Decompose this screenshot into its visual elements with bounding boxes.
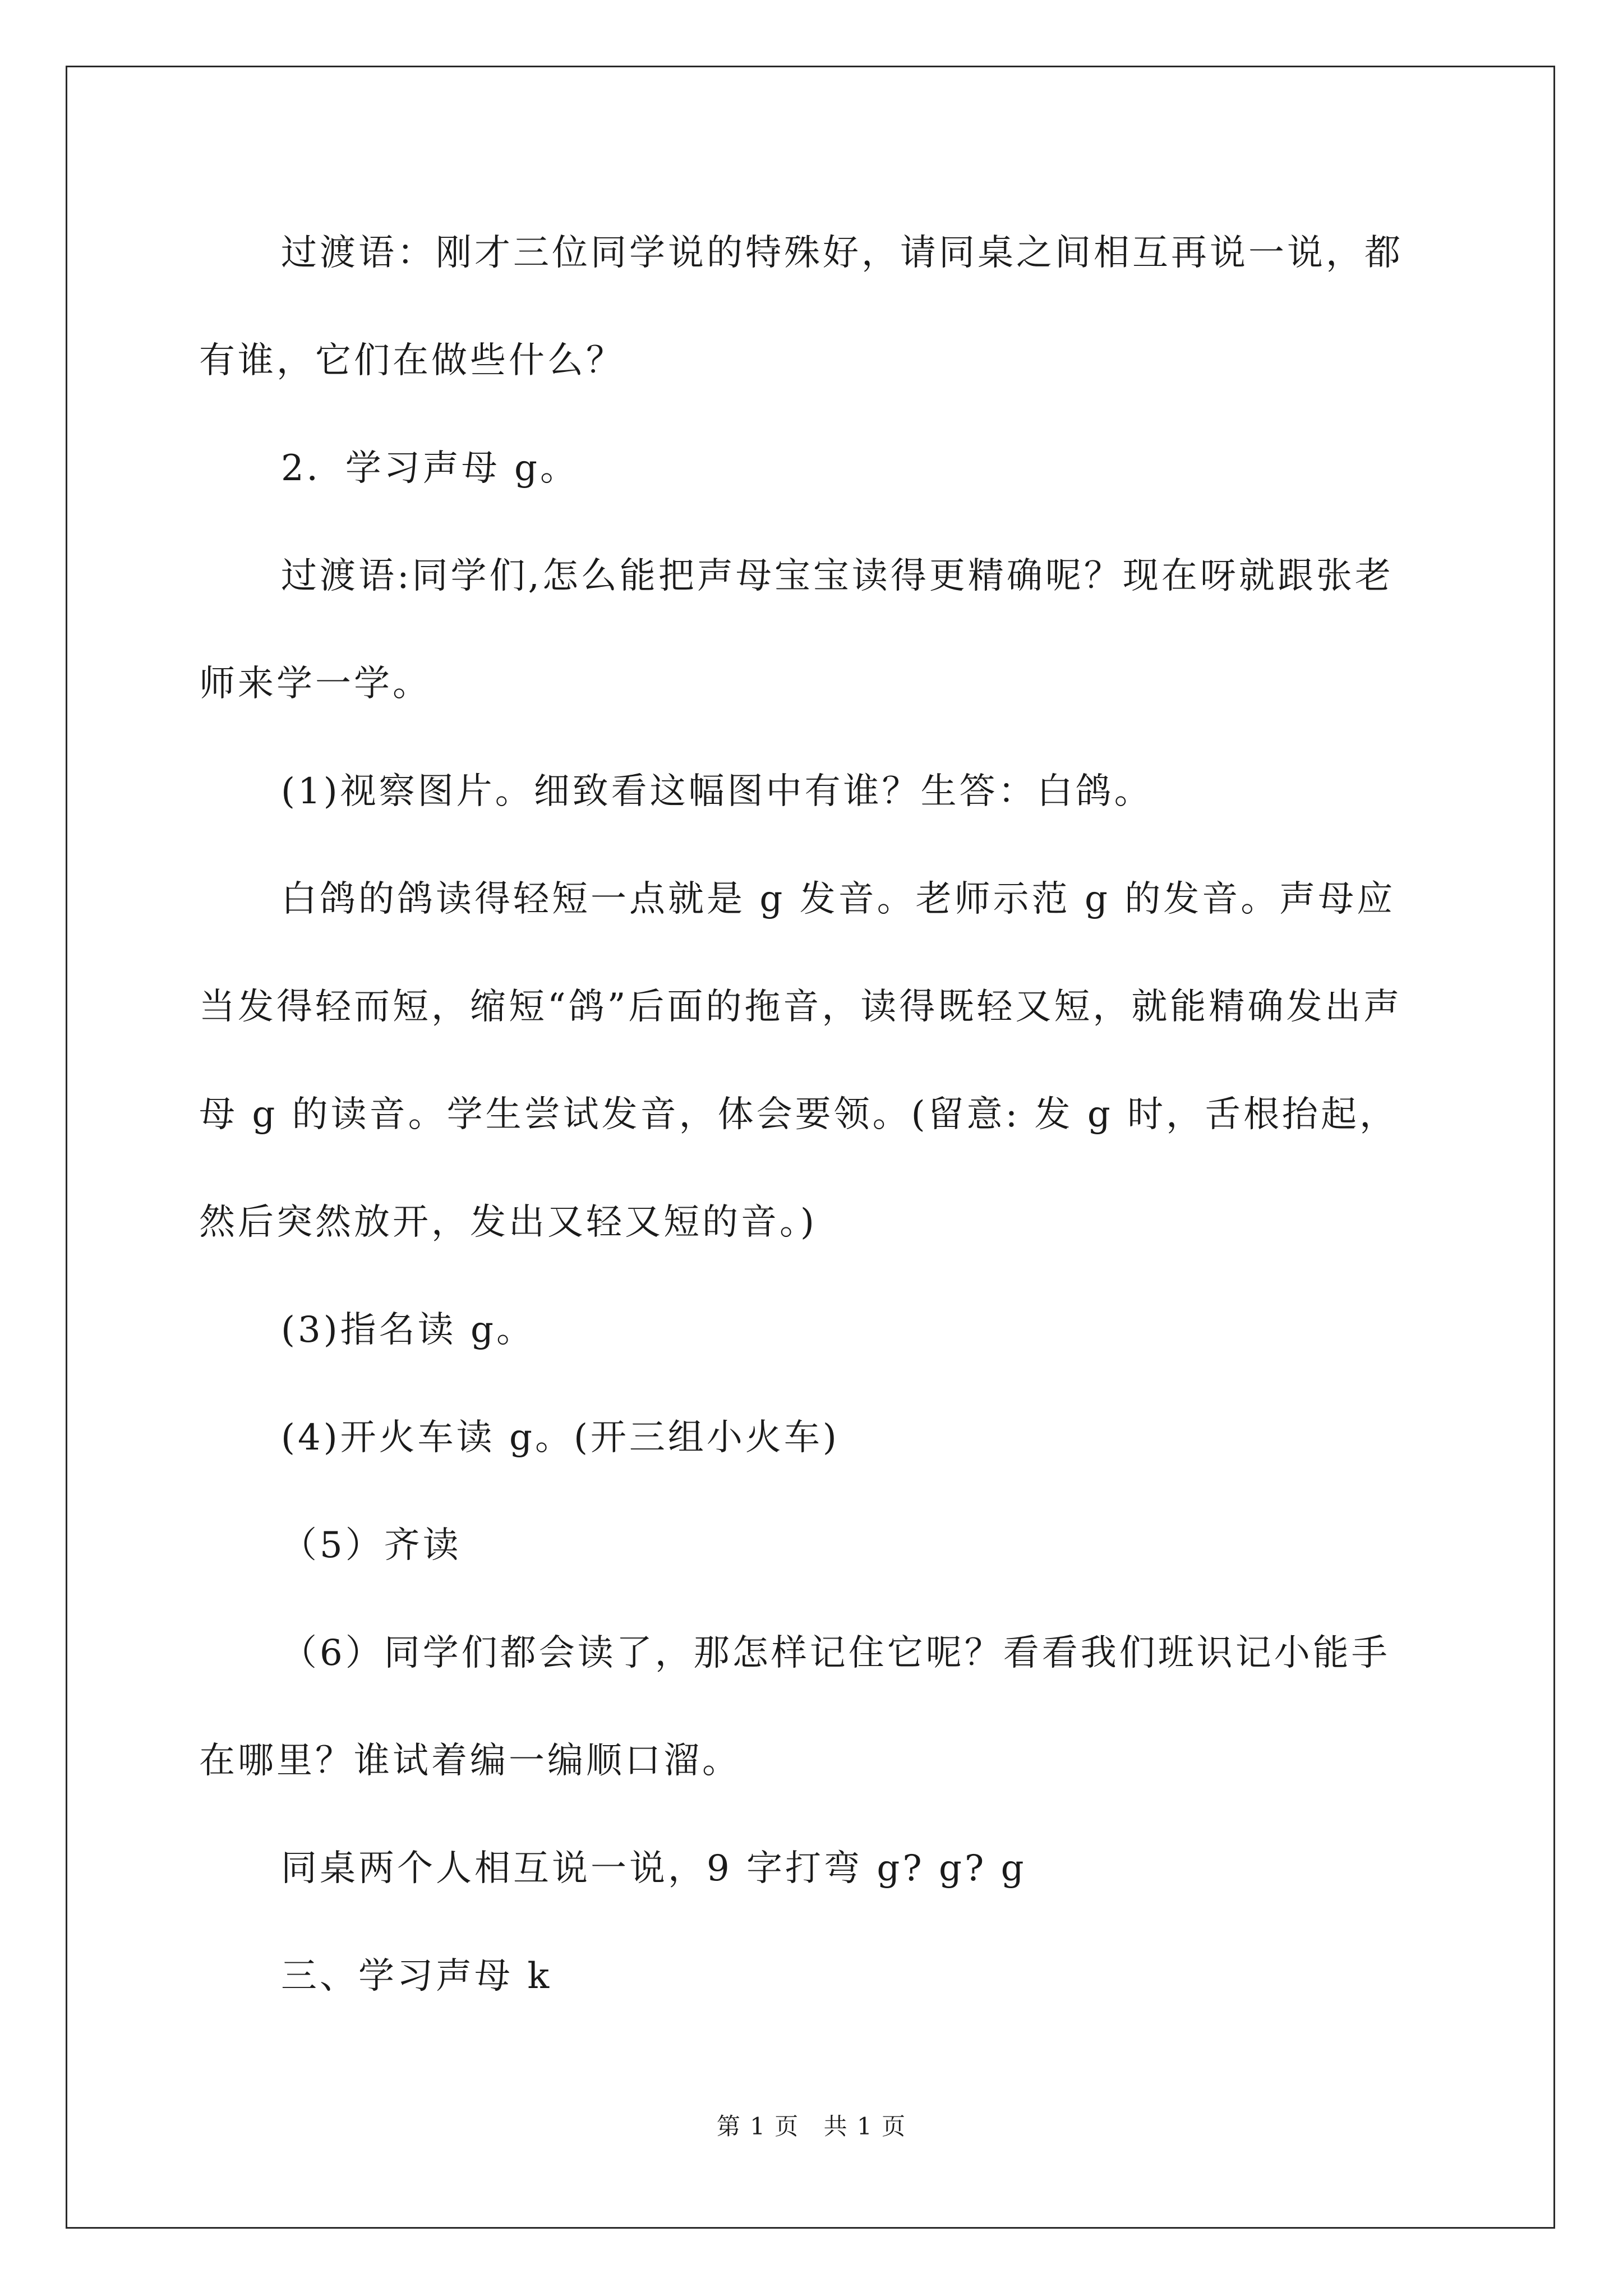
paragraph-pronunciation: 白鸽的鸽读得轻短一点就是 g 发音。老师示范 g 的发音。声母应当发得轻而短，缩短“鸽”后面的拖音，读得既轻又短，就能精确发出声母 g 的读音。学生尝试发音，体会要领。(留意: 发 g 时，舌根抬起，然后突然放开，发出又轻又短的音。) [199, 878, 1403, 1243]
page-total: 共 1 页 [823, 2113, 907, 2140]
paragraph-name-read: (3)指名读 g。 [281, 1309, 535, 1351]
paragraph-learn-g: 2．学习声母 g。 [281, 448, 579, 489]
paragraph-rhyme: 同桌两个人相互说一说，9 字打弯 g? g? g [281, 1848, 1027, 1889]
paragraph-train-read: (4)开火车读 g。(开三组小火车) [281, 1417, 840, 1458]
paragraph-memorize: （6）同学们都会读了，那怎样记住它呢？看看我们班识记小能手在哪里？谁试着编一编顺口溜。 [199, 1632, 1390, 1782]
paragraph-observe-picture: (1)视察图片。细致看这幅图中有谁？生答：白鸽。 [281, 771, 1153, 812]
paragraph-transition-1: 过渡语：刚才三位同学说的特殊好，请同桌之间相互再说一说，都有谁，它们在做些什么？ [199, 232, 1403, 381]
page-number: 第 1 页 [716, 2113, 800, 2140]
paragraph-learn-k: 三、学习声母 k [281, 1955, 552, 1997]
page-footer [0, 2108, 1623, 2142]
document-body [199, 199, 1427, 2030]
paragraph-read-together: （5）齐读 [281, 1525, 462, 1566]
paragraph-transition-2: 过渡语:同学们,怎么能把声母宝宝读得更精确呢？现在呀就跟张老师来学一学。 [199, 555, 1394, 705]
